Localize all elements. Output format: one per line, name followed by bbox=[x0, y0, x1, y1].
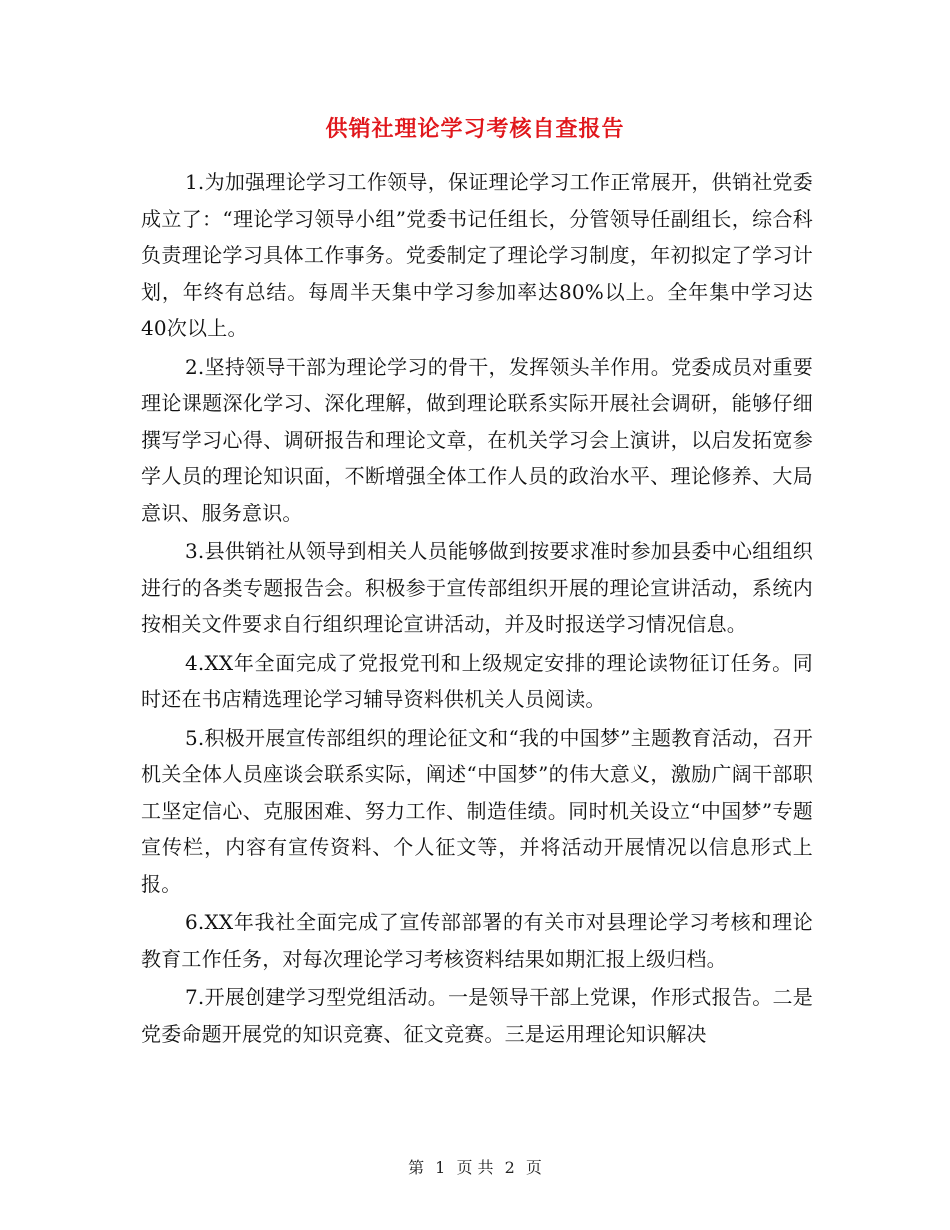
footer-prefix: 第 bbox=[408, 1158, 425, 1177]
paragraph-1: 1.为加强理论学习工作领导，保证理论学习工作正常展开，供销社党委成立了：“理论学习领导小组”党委书记任组长，分管领导任副组长，综合科负责理论学习具体工作事务。党委制定了理论学习制度，年初拟定了学习计划，年终有总结。每周半天集中学习参加率达80%以上。全年集中学习达40次以上。 bbox=[141, 170, 813, 340]
document-title: 供销社理论学习考核自查报告 bbox=[325, 116, 625, 142]
paragraph-6: 6.XX年我社全面完成了宣传部部署的有关市对县理论学习考核和理论教育工作任务，对每次理论学习考核资料结果如期汇报上级归档。 bbox=[141, 910, 813, 971]
page-footer bbox=[0, 1155, 950, 1178]
footer-mid: 页 共 bbox=[456, 1158, 494, 1177]
footer-total-pages: 2 bbox=[504, 1158, 515, 1177]
paragraph-3: 3.县供销社从领导到相关人员能够做到按要求准时参加县委中心组组织进行的各类专题报告会。积极参于宣传部组织开展的理论宣讲活动，系统内按相关文件要求自行组织理论宣讲活动，并及时报送学习情况信息。 bbox=[141, 539, 813, 636]
footer-page-number: 1 bbox=[435, 1158, 446, 1177]
paragraph-7: 7.开展创建学习型党组活动。一是领导干部上党课，作形式报告。二是党委命题开展党的知识竞赛、征文竞赛。三是运用理论知识解决 bbox=[141, 985, 813, 1046]
paragraph-5: 5.积极开展宣传部组织的理论征文和“我的中国梦”主题教育活动，召开机关全体人员座谈会联系实际，阐述“中国梦”的伟大意义，激励广阔干部职工坚定信心、克服困难、努力工作、制造佳绩。同时机关设立“中国梦”专题宣传栏，内容有宣传资料、个人征文等，并将活动开展情况以信息形式上报。 bbox=[141, 725, 813, 896]
footer-suffix: 页 bbox=[525, 1158, 542, 1177]
paragraph-2: 2.坚持领导干部为理论学习的骨干，发挥领头羊作用。党委成员对重要理论课题深化学习、深化理解，做到理论联系实际开展社会调研，能够仔细撰写学习心得、调研报告和理论文章，在机关学习会上演讲，以启发拓宽参学人员的理论知识面，不断增强全体工作人员的政治水平、理论修养、大局意识、服务意识。 bbox=[141, 354, 813, 525]
paragraph-4: 4.XX年全面完成了党报党刊和上级规定安排的理论读物征订任务。同时还在书店精选理论学习辅导资料供机关人员阅读。 bbox=[141, 650, 813, 711]
document-body bbox=[141, 164, 813, 1054]
